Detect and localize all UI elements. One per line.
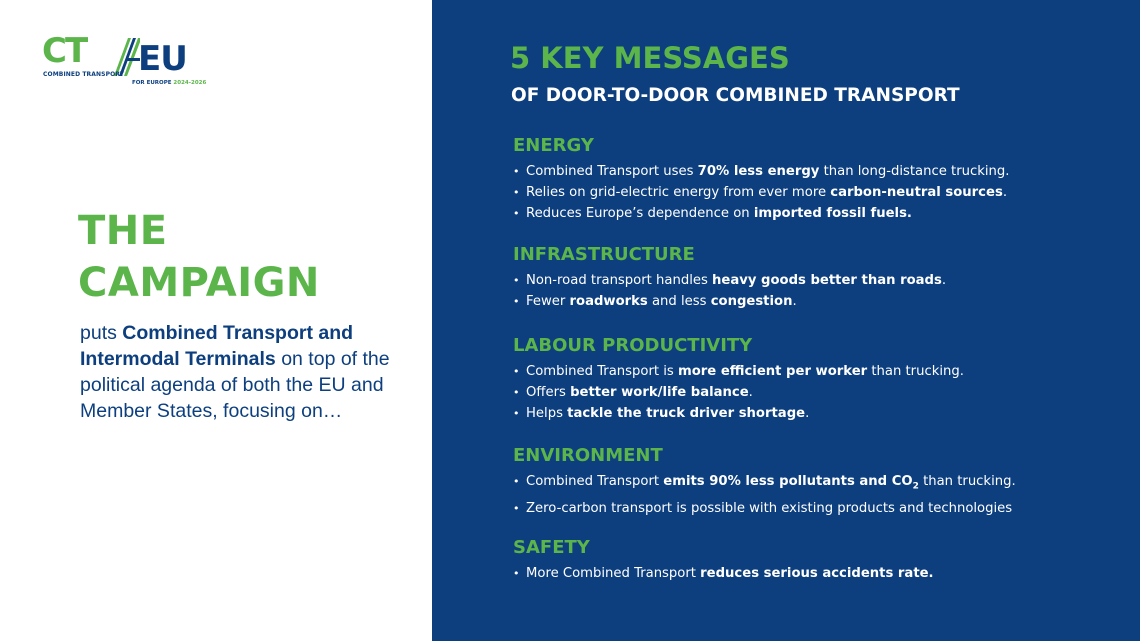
key-messages-title: 5 KEY MESSAGES — [510, 41, 790, 75]
item-bold: emits 90% less pollutants and CO — [663, 474, 913, 489]
item-bold: tackle the truck driver shortage — [567, 406, 806, 421]
bullet-list — [513, 563, 1123, 584]
item-bold: congestion — [710, 294, 793, 309]
item-text: than trucking. — [867, 364, 964, 379]
list-item — [513, 182, 1123, 203]
item-text: More Combined Transport — [526, 566, 701, 581]
item-text: Helps — [526, 406, 568, 421]
item-text: Combined Transport is — [526, 364, 678, 379]
list-item — [513, 291, 1123, 312]
section-environment — [513, 445, 1123, 519]
logo-ct-text: CT — [42, 31, 87, 71]
campaign-text-bold: Combined Transport and Intermodal Terminals — [80, 322, 354, 370]
campaign-title-line2: CAMPAIGN — [78, 260, 320, 306]
list-item — [513, 471, 1123, 498]
bullet-list — [513, 270, 1123, 312]
item-text: . — [792, 294, 797, 309]
section-heading: INFRASTRUCTURE — [513, 244, 695, 265]
list-item — [513, 361, 1123, 382]
item-text: Non-road transport handles — [526, 273, 713, 288]
ct4eu-logo — [42, 31, 207, 90]
item-bold: reduces serious accidents rate. — [700, 566, 934, 581]
section-heading: SAFETY — [513, 537, 590, 558]
list-item — [513, 403, 1123, 424]
logo-years — [132, 80, 206, 86]
campaign-description — [80, 320, 400, 424]
list-item — [513, 270, 1123, 291]
item-text: . — [1002, 185, 1008, 200]
list-item — [513, 382, 1123, 403]
item-bold: carbon-neutral sources — [830, 185, 1003, 200]
section-energy — [513, 135, 1123, 224]
campaign-title-line1: THE — [78, 208, 168, 254]
item-text: Reduces Europe’s dependence on — [526, 206, 754, 221]
left-panel — [0, 0, 432, 641]
logo-eu-text: EU — [138, 39, 187, 79]
item-text: and less — [647, 294, 711, 309]
logo-years-label: FOR EUROPE — [132, 80, 174, 86]
bullet-list — [513, 361, 1123, 424]
item-text: Combined Transport — [526, 474, 664, 489]
item-text: than long-distance trucking. — [819, 164, 1010, 179]
item-bold: 70% less energy — [697, 164, 820, 179]
item-text: Zero-carbon transport is possible with existing products and technologies — [526, 500, 1013, 516]
section-labour-productivity — [513, 335, 1123, 424]
item-bold: imported fossil fuels. — [753, 206, 912, 221]
logo-years-value: 2024-2026 — [173, 80, 207, 86]
section-infrastructure — [513, 244, 1123, 312]
section-heading: ENVIRONMENT — [513, 445, 663, 466]
item-subscript: 2 — [912, 481, 919, 492]
section-heading: LABOUR PRODUCTIVITY — [513, 335, 753, 356]
list-item — [513, 203, 1123, 224]
list-item — [513, 563, 1123, 584]
bullet-list — [513, 161, 1123, 224]
section-heading: ENERGY — [513, 135, 594, 156]
campaign-title — [78, 205, 408, 309]
item-text: Combined Transport uses — [526, 164, 698, 179]
logo-subtitle: COMBINED TRANSPORT — [43, 71, 124, 78]
item-text: . — [941, 273, 947, 288]
item-text: Offers — [526, 385, 571, 400]
campaign-text-part: puts — [80, 322, 123, 344]
item-bold: more efficient per worker — [678, 364, 868, 379]
bullet-list — [513, 471, 1123, 519]
section-safety — [513, 537, 1123, 584]
item-text: than trucking. — [918, 474, 1016, 489]
item-bold: roadworks — [569, 294, 648, 309]
key-messages-subtitle: OF DOOR-TO-DOOR COMBINED TRANSPORT — [511, 85, 960, 106]
list-item — [513, 161, 1123, 182]
list-item — [513, 498, 1123, 519]
item-text: . — [805, 406, 810, 421]
item-text: Fewer — [526, 294, 570, 309]
right-panel — [432, 0, 1140, 641]
item-text: Relies on grid-electric energy from ever more — [526, 185, 831, 200]
item-text: . — [748, 385, 753, 400]
item-bold: heavy goods better than roads — [712, 273, 942, 288]
campaign-text-part: on top of the political agenda of both the EU and Member States, focusing on… — [80, 348, 390, 422]
item-bold: better work/life balance — [570, 385, 749, 400]
